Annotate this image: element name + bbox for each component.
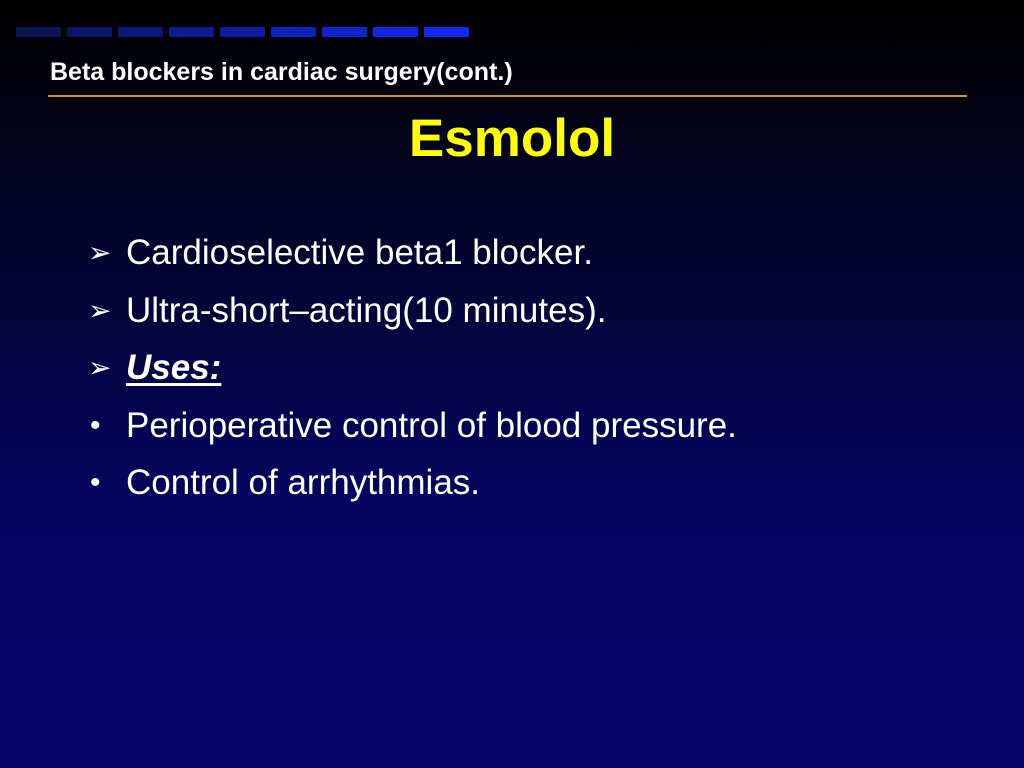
list-item <box>88 228 737 286</box>
decor-square <box>118 27 163 37</box>
decorative-squares <box>16 27 469 37</box>
decor-square <box>424 27 469 37</box>
list-item <box>88 343 737 401</box>
bullet-text: Ultra-short–acting(10 minutes). <box>126 290 607 330</box>
decor-square <box>67 27 112 37</box>
decor-square <box>220 27 265 37</box>
decor-square <box>16 27 61 37</box>
decor-square <box>271 27 316 37</box>
bullet-list <box>88 228 737 516</box>
dot-bullet-icon: • <box>90 466 101 499</box>
dot-bullet-icon: • <box>90 408 101 442</box>
arrow-bullet-icon: ➢ <box>88 237 112 268</box>
decor-square <box>373 27 418 37</box>
list-item <box>88 401 737 459</box>
bullet-text: Cardioselective beta1 blocker. <box>126 233 593 272</box>
arrow-bullet-icon: ➢ <box>88 294 112 326</box>
uses-heading: Uses: <box>126 348 222 387</box>
header-divider <box>48 95 967 97</box>
list-item <box>88 458 737 516</box>
arrow-bullet-icon: ➢ <box>88 352 112 383</box>
header-title: Beta blockers in cardiac surgery(cont.) <box>50 58 513 86</box>
decor-square <box>322 27 367 37</box>
bullet-text: Perioperative control of blood pressure. <box>126 405 737 445</box>
slide-title: Esmolol <box>408 109 616 168</box>
list-item <box>88 286 737 344</box>
decor-square <box>169 27 214 37</box>
bullet-text: Control of arrhythmias. <box>126 463 481 502</box>
